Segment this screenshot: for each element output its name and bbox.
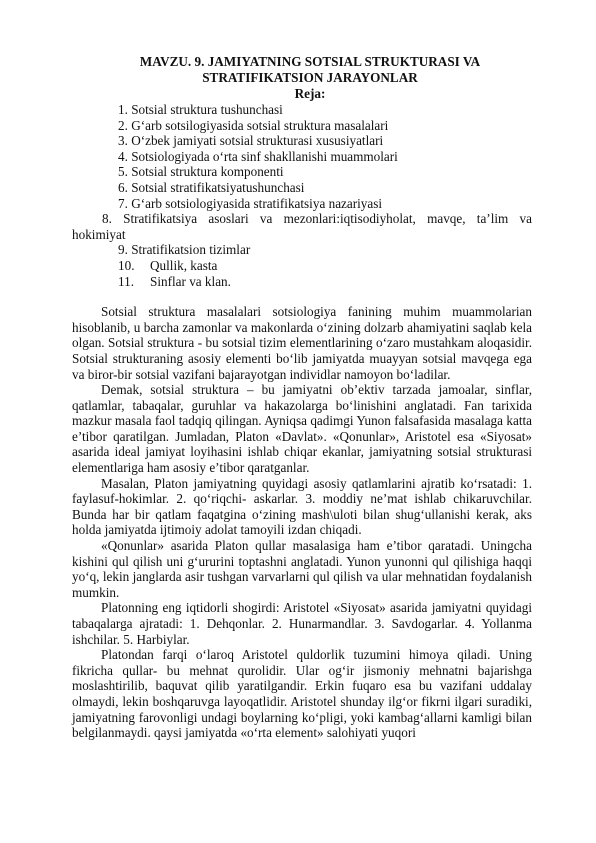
body-text: [72, 304, 532, 741]
paragraph-6: Platondan farqi o‘laroq Aristotel quldorlik tuzumini himoya qiladi. Uning fikricha qullar- bu mehnat qurolidir. Ular og‘ir jismoniy mehnatni bajarishga moslashtirilib, baquvat qilib yaratilgandir. Erkin fuqaro esa bu vazifani uddalay olmaydi, lekin boshqaruvga layoqatlidir. Aristotel shunday ilg‘or fikrni ilgari suradiki, jamiyatning farovonligi undagi boylarning ko‘pligi, yoki kambag‘allarni kamligi bilan belgilanmaydi. qaysi jamiyatda «o‘rta element» salohiyati yuqori: [72, 647, 532, 741]
plan-item-1: 1. Sotsial struktura tushunchasi: [118, 102, 283, 117]
plan-item-3: 3. O‘zbek jamiyati sotsial strukturasi xususiyatlari: [118, 133, 384, 149]
plan-item-8: 8. Stratifikatsiya asoslari va mezonlari:iqtisodiyholat, mavqe, ta’lim va hokimiyat: [72, 211, 532, 242]
section-gap: [88, 289, 532, 304]
plan-item-10-number: 10.: [118, 257, 135, 273]
plan-item-4: 4. Sotsiologiyada o‘rta sinf shakllanishi muammolari: [118, 148, 398, 164]
plan-item-9: 9. Stratifikatsion tizimlar: [118, 242, 251, 258]
plan-item-7: 7. G‘arb sotsiologiyasida stratifikatsiya nazariyasi: [118, 195, 383, 211]
paragraph-4: «Qonunlar» asarida Platon qullar masalasiga ham e’tibor qaratadi. Uningcha kishini qul qilish uni g‘ururini toptashni anglatadi. Yunon yunonni qul qilishiga haqqi yo‘q, lekin janglarda asir tushgan varvarlarni qul qilish va ular mehnatidan foydalanish mumkin.: [72, 538, 532, 600]
paragraph-2: Demak, sotsial struktura – bu jamiyatni ob’ektiv tarzada jamoalar, sinflar, qatlamlar, tabaqalar, guruhlar va hakazolarga bo‘linishini anglatadi. Fan tarixida mazkur masala faol tadqiq qilingan. Ayniqsa qadimgi Yunon falsafasida masalaga katta e’tibor qaratilgan. Jumladan, Platon «Davlat». «Qonunlar», Aristotel esa «Siyosat» asarida ideal jamiyat loyihasini ishlab chiqar ekanlar, jamiyatning sotsial strukturasi elementlariga ham asosiy e’tibor qaratganlar.: [72, 382, 532, 476]
plan-heading: Reja:: [294, 86, 326, 101]
paragraph-3: Masalan, Platon jamiyatning quyidagi asosiy qatlamlarini ajratib ko‘rsatadi: 1. faylasuf-hokimlar. 2. qo‘riqchi- askarlar. 3. moddiy ne’mat ishlab chikaruvchilar. Bunda har bir qatlam faqatgina o‘zining mash\uloti bilan shug‘ullanishi kerak, aks holda jamiyatda ijtimoiy adolat tamoyili izdan chiqadi.: [72, 475, 532, 538]
plan-item-11: [88, 274, 532, 290]
plan-item-2: 2. G‘arb sotsilogiyasida sotsial struktura masalalari: [118, 117, 389, 133]
plan-item-10-text: Qullik, kasta: [150, 257, 218, 273]
document-title-line-2: STRATIFIKATSION JARAYONLAR: [202, 70, 418, 85]
plan-item-11-text: Sinflar va klan.: [150, 273, 231, 289]
paragraph-1: Sotsial struktura masalalari sotsiologiya fanining muhim muammolarian hisoblanib, u barcha zamonlar va makonlarda o‘zining dolzarb ahamiyatini saqlab kela olgan. Sotsial struktura - bu sotsial tizim elementlarining o‘zaro mustahkam aloqasidir. Sotsial strukturaning asosiy elementi bo‘lib jamiyatda muayyan sotsial mavqega ega va biror-bir sotsial vazifani bajarayotgan individlar namoyon bo‘ladilar.: [72, 304, 532, 382]
plan-list: [72, 102, 532, 289]
paragraph-5: Platonning eng iqtidorli shogirdi: Aristotel «Siyosat» asarida jamiyatni quyidagi tabaqalarga ajratadi: 1. Dehqonlar. 2. Hunarmandlar. 3. Savdogarlar. 4. Yollanma ishchilar. 5. Harbiylar.: [72, 600, 532, 647]
plan-item-10: [88, 258, 532, 274]
plan-item-5: 5. Sotsial struktura komponenti: [118, 164, 284, 180]
plan-item-6: 6. Sotsial stratifikatsiyatushunchasi: [118, 179, 305, 195]
plan-item-11-number: 11.: [118, 273, 134, 289]
document-title-line-1: MAVZU. 9. JAMIYATNING SOTSIAL STRUKTURASI VA: [139, 54, 481, 69]
